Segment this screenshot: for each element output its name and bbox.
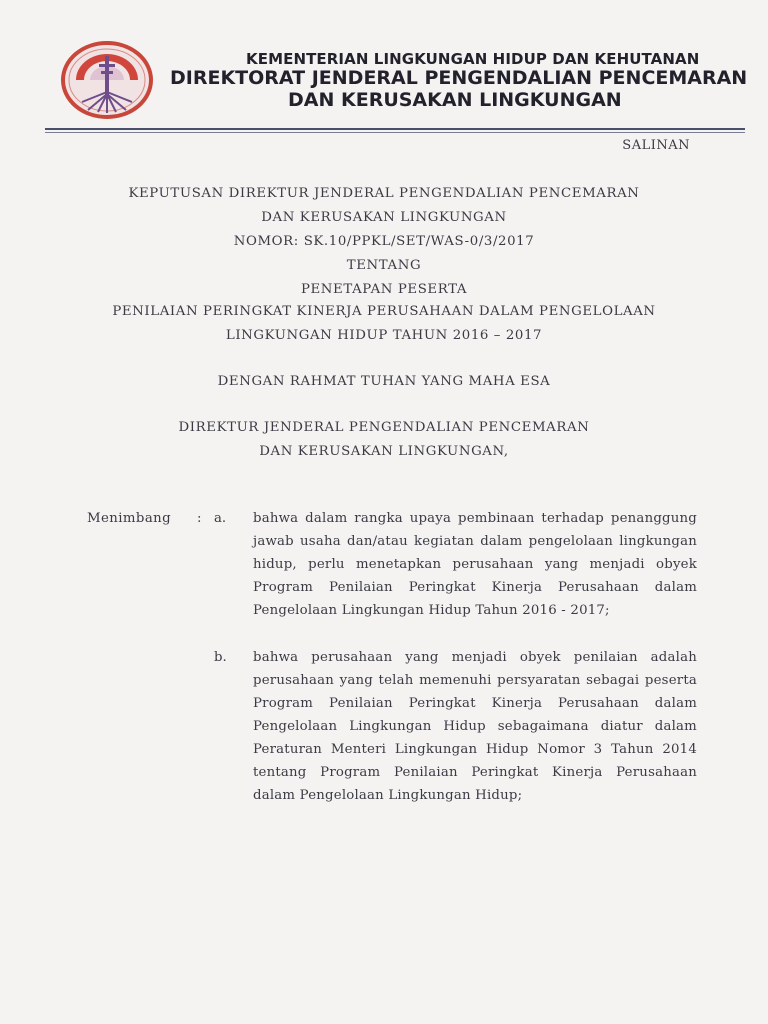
- about-label: TENTANG: [346, 258, 422, 273]
- directorate-name-continued: DAN KERUSAKAN LINGKUNGAN: [288, 89, 622, 111]
- directorate-name: DIREKTORAT JENDERAL PENGENDALIAN PENCEMARAN: [170, 67, 748, 89]
- decree-subject-line2: PENILAIAN PERINGKAT KINERJA PERUSAHAAN DALAM PENGELOLAAN: [112, 304, 656, 319]
- considering-colon: :: [197, 511, 202, 526]
- authority: DIREKTUR JENDERAL PENGENDALIAN PENCEMARAN: [178, 420, 590, 435]
- letterhead-rule: [45, 128, 745, 130]
- ministry-name: KEMENTERIAN LINGKUNGAN HIDUP DAN KEHUTANAN: [246, 50, 700, 68]
- decree-subject-line3: LINGKUNGAN HIDUP TAHUN 2016 – 2017: [225, 328, 543, 343]
- blessing: DENGAN RAHMAT TUHAN YANG MAHA ESA: [217, 374, 551, 389]
- considering-label: Menimbang: [87, 511, 172, 526]
- letterhead-rule-thin: [45, 132, 745, 133]
- item-marker-b: b.: [214, 650, 227, 665]
- item-marker-a: a.: [214, 511, 227, 526]
- copy-label: SALINAN: [622, 138, 690, 153]
- considering-item-a: bahwa dalam rangka upaya pembinaan terhadap penanggung jawab usaha dan/atau kegiatan dalam pengelolaan lingkungan hidup, perlu menetapkan perusahaan yang menjadi obyek Program Penilaian Peringkat Kinerja Perusahaan dalam Pengelolaan Lingkungan Hidup Tahun 2016 - 2017;: [253, 511, 697, 618]
- decree-title: KEPUTUSAN DIREKTUR JENDERAL PENGENDALIAN PENCEMARAN: [128, 186, 640, 201]
- decree-number: NOMOR: SK.10/PPKL/SET/WAS-0/3/2017: [233, 234, 535, 249]
- ministry-logo: [60, 40, 154, 120]
- decree-title-continued: DAN KERUSAKAN LINGKUNGAN: [261, 210, 507, 225]
- decree-subject: PENETAPAN PESERTA: [300, 282, 468, 297]
- authority-continued: DAN KERUSAKAN LINGKUNGAN,: [259, 444, 509, 459]
- considering-item-b: bahwa perusahaan yang menjadi obyek penilaian adalah perusahaan yang telah memenuhi persyaratan sebagai peserta Program Penilaian Peringkat Kinerja Perusahaan dalam Pengelolaan Lingkungan Hidup sebagaimana diatur dalam Peraturan Menteri Lingkungan Hidup Nomor 3 Tahun 2014 tentang Program Penilaian Peringkat Kinerja Perusahaan dalam Pengelolaan Lingkungan Hidup;: [253, 650, 697, 803]
